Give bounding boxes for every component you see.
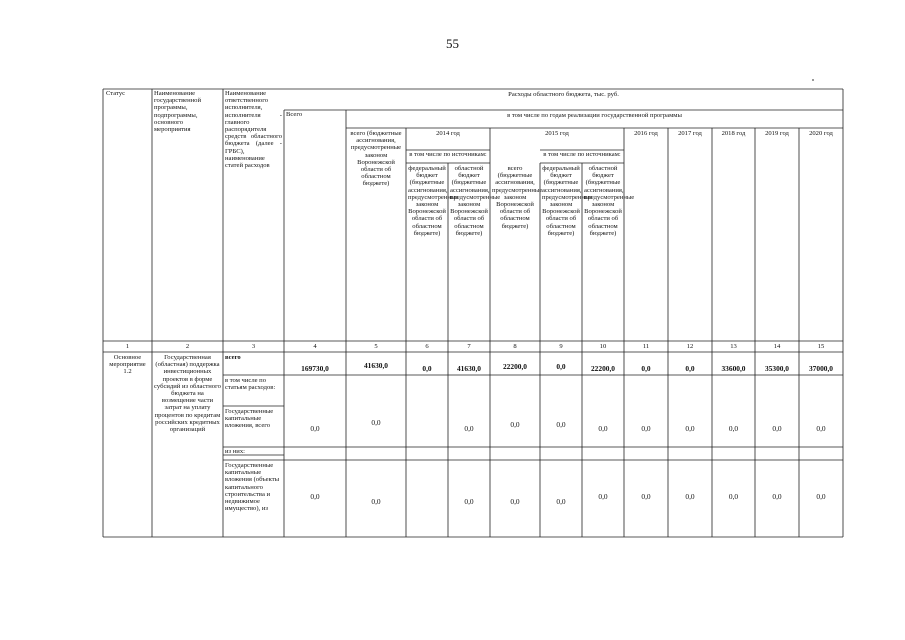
row-capital-col9: 0,0	[556, 420, 566, 429]
row-objects-col15: 0,0	[816, 492, 826, 501]
col-num-3: 3	[251, 343, 256, 350]
header-total: Всего	[286, 111, 303, 118]
row-objects-col7: 0,0	[464, 497, 474, 506]
row-label-total: всего	[225, 354, 241, 361]
row-total-col15: 37000,0	[808, 364, 834, 373]
body-program-name: Государственная (областная) поддержка инвестиционных проектов в форме субсидий из областного бюджета на возмещение части затрат на уплату процентов по кредитам российских кредитных организаций	[154, 354, 221, 434]
col-num-9: 9	[559, 343, 563, 350]
row-objects-col8: 0,0	[510, 497, 520, 506]
header-total-2015: всего (бюджетные ассигнования, предусмотренные законом Воронежской области об областном бюджете)	[492, 165, 543, 230]
row-capital-col14: 0,0	[772, 424, 782, 433]
col-num-7: 7	[467, 343, 471, 350]
header-federal-2015: федеральный бюджет (бюджетные ассигнования, предусмотренные законом Воронежской области об областном бюджете)	[542, 165, 593, 237]
row-objects-col13: 0,0	[728, 492, 739, 501]
row-objects-col10: 0,0	[598, 492, 608, 501]
col-num-8: 8	[513, 343, 517, 350]
header-year-2019: 2019 год	[765, 130, 789, 137]
row-total-col8: 22200,0	[502, 362, 528, 371]
row-objects-col4: 0,0	[310, 492, 320, 501]
header-year-2017: 2017 год	[678, 130, 702, 137]
header-by-years: в том числе по годам реализации государственной программы	[507, 112, 682, 119]
row-capital-col4: 0,0	[310, 424, 320, 433]
header-total-2014: всего (бюджетные ассигнования, предусмотренные законом Воронежской области об областном бюджете)	[350, 130, 402, 188]
header-sources-2015: в том числе по источникам:	[543, 151, 621, 158]
row-capital-col11: 0,0	[641, 424, 651, 433]
row-capital-col7: 0,0	[464, 424, 474, 433]
col-num-13: 13	[730, 343, 737, 350]
col-num-10: 10	[599, 343, 607, 350]
row-capital-col8: 0,0	[510, 420, 520, 429]
header-regional-2015: областной бюджет (бюджетные ассигнования, предусмотренные законом Воронежской области об областном бюджете)	[584, 165, 635, 237]
row-objects-col12: 0,0	[685, 492, 695, 501]
row-label-capital-investments: Государственные капитальные вложения, всего	[225, 408, 274, 430]
body-status: Основное мероприятие 1.2	[109, 354, 146, 376]
row-objects-col9: 0,0	[556, 497, 566, 506]
header-sources-2014: в том числе по источникам:	[409, 151, 487, 158]
row-total-col4: 169730,0	[301, 364, 329, 373]
row-total-col14: 35300,0	[764, 364, 790, 373]
row-objects-col5: 0,0	[371, 497, 381, 506]
row-label-by-items: в том числе по статьям расходов:	[225, 377, 276, 392]
col-num-14: 14	[773, 343, 781, 350]
header-status: Статус	[106, 90, 126, 97]
row-total-col13: 33600,0	[721, 364, 746, 373]
header-year-2015: 2015 год	[545, 130, 569, 137]
row-total-col5: 41630,0	[363, 361, 389, 370]
col-num-2: 2	[185, 343, 190, 350]
row-total-col6: 0,0	[422, 364, 432, 373]
header-year-2020: 2020 год	[809, 130, 833, 137]
row-total-col10: 22200,0	[590, 364, 616, 373]
row-total-col11: 0,0	[641, 364, 651, 373]
row-capital-col5: 0,0	[371, 418, 381, 427]
row-capital-col12: 0,0	[685, 424, 695, 433]
col-num-12: 12	[686, 343, 694, 350]
row-total-col7: 41630,0	[456, 364, 482, 373]
col-num-1: 1	[125, 343, 130, 350]
row-capital-col10: 0,0	[598, 424, 608, 433]
col-num-15: 15	[817, 343, 825, 350]
row-label-of-which: из них:	[225, 448, 245, 455]
row-label-capital-objects: Государственные капитальные вложения (объекты капитального строительства и недвижимое имущество), из	[225, 462, 280, 513]
header-year-2018: 2018 год	[721, 130, 746, 137]
page-number: 55	[446, 36, 459, 51]
header-year-2014: 2014 год	[436, 130, 460, 137]
row-capital-col13: 0,0	[728, 424, 739, 433]
col-num-6: 6	[425, 343, 429, 350]
header-federal-2014: федеральный бюджет (бюджетные ассигнования, предусмотренные законом Воронежской области об областном бюджете)	[408, 165, 459, 237]
header-expenses-title: Расходы областного бюджета, тыс. руб.	[508, 91, 619, 98]
header-year-2016: 2016 год	[634, 130, 658, 137]
col-num-5: 5	[374, 343, 378, 350]
header-program-name: Наименование государственной программы, подпрограммы, основного мероприятия	[154, 90, 201, 134]
col-num-4: 4	[313, 343, 317, 350]
col-num-11: 11	[642, 343, 650, 350]
header-executor: Наименование ответственного исполнителя, исполнителя - главного распорядителя средств областного бюджета (далее - ГРБС), наименование статей расходов	[225, 90, 282, 170]
row-objects-col11: 0,0	[641, 492, 651, 501]
header-regional-2014: областной бюджет (бюджетные ассигнования, предусмотренные законом Воронежской области об областном бюджете)	[450, 165, 501, 237]
row-total-col12: 0,0	[685, 364, 695, 373]
row-objects-col14: 0,0	[772, 492, 782, 501]
row-total-col9: 0,0	[556, 362, 566, 371]
row-capital-col15: 0,0	[816, 424, 826, 433]
